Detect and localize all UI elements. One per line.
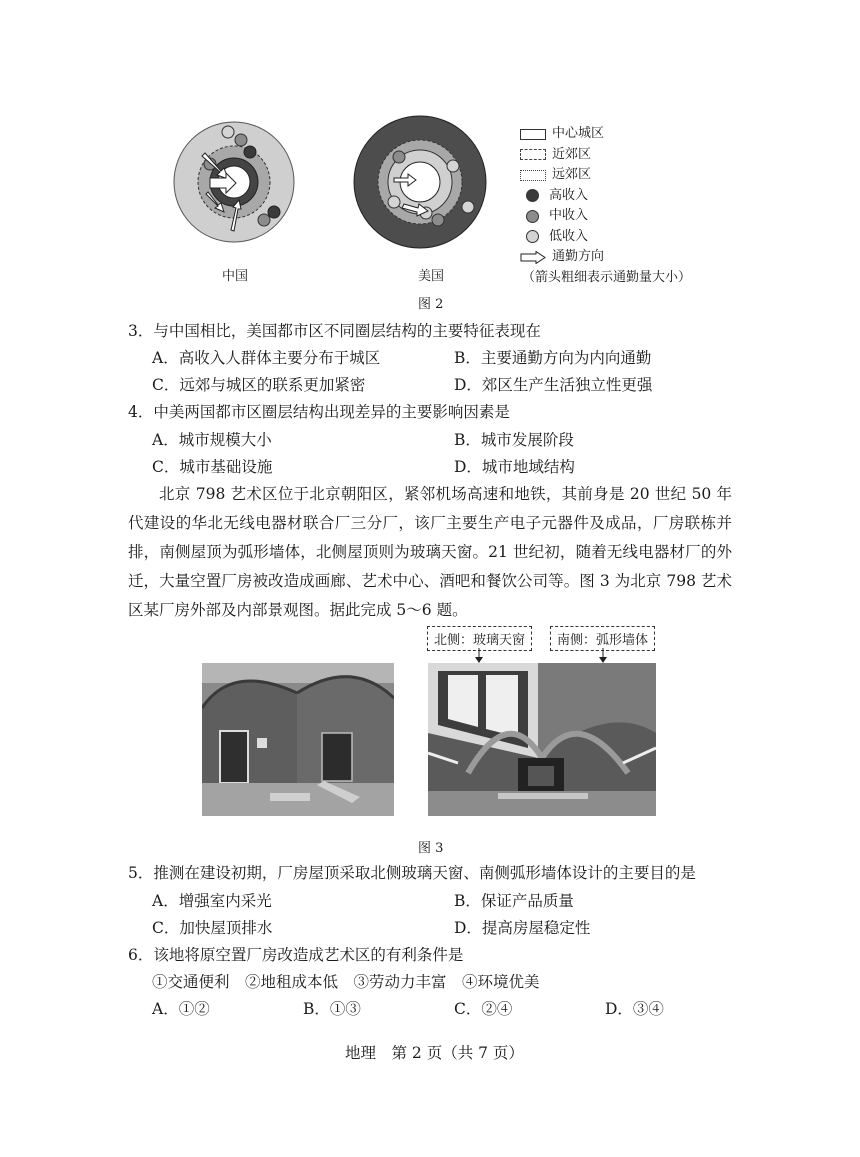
legend-item: 中心城区 [520, 124, 691, 145]
q3-option-b: B．主要通勤方向为内向通勤 [454, 349, 652, 367]
question-5-stem: 5．推测在建设初期，厂房屋顶采取北侧玻璃天窗、南侧弧形墙体设计的主要目的是 [128, 864, 696, 882]
legend-item: 中收入 [520, 206, 691, 227]
usa-label: 美国 [418, 269, 445, 284]
q6-option-a: A．①② [152, 1000, 210, 1018]
q4-option-b: B．城市发展阶段 [454, 431, 574, 449]
q6-option-c: C．②④ [454, 1000, 513, 1018]
china-diagram [174, 122, 294, 242]
legend-item: 高收入 [520, 186, 691, 207]
factory-interior-photo [428, 663, 656, 816]
q5-option-a: A．增强室内采光 [152, 892, 272, 910]
question-4-stem: 4．中美两国都市区圈层结构出现差异的主要影响因素是 [128, 403, 510, 421]
q4-option-a: A．城市规模大小 [152, 431, 272, 449]
legend-item: 通勤方向 [520, 247, 691, 268]
q5-option-c: C．加快屋顶排水 [152, 919, 273, 937]
question-6-stem: 6．该地将原空置厂房改造成艺术区的有利条件是 [128, 946, 464, 964]
light-circle-icon [526, 230, 539, 243]
arrow-icon [520, 251, 546, 264]
q4-option-d: D．城市地域结构 [454, 458, 575, 476]
solid-rect-icon [520, 129, 546, 140]
dotted-rect-icon [520, 170, 546, 181]
tag-north-skylight: 北侧：玻璃天窗 [427, 626, 532, 651]
exterior-drawing [202, 663, 394, 816]
q6-conditions: ①交通便利 ②地租成本低 ③劳动力丰富 ④环境优美 [152, 973, 540, 991]
legend-item: 远郊区 [520, 165, 691, 186]
q4-option-c: C．城市基础设施 [152, 458, 273, 476]
question-3-stem: 3．与中国相比，美国都市区不同圈层结构的主要特征表现在 [128, 322, 541, 340]
q3-option-a: A．高收入人群体主要分布于城区 [152, 349, 381, 367]
figure2-diagrams [168, 112, 508, 262]
dark-circle-icon [526, 189, 539, 202]
q3-option-c: C．远郊与城区的联系更加紧密 [152, 376, 366, 394]
q6-option-b: B．①③ [303, 1000, 361, 1018]
usa-diagram [354, 116, 486, 248]
legend-item: 近郊区 [520, 145, 691, 166]
passage: 北京 798 艺术区位于北京朝阳区，紧邻机场高速和地铁，其前身是 20 世纪 50 年代建设的华北无线电器材联合厂三分厂，该厂主要生产电子元器件及成品，厂房联栋并排，南侧屋顶为弧形墙体，北侧屋顶则为玻璃天窗。21 世纪初，随着无线电器材厂的外迁，大量空置厂房被改造成画廊、艺术中心、酒吧和餐饮公司等。图 3 为北京 798 艺术区某厂房外部及内部景观图。据此完成 5～6 题。 [128, 485, 732, 619]
china-label: 中国 [222, 269, 249, 284]
q5-option-d: D．提高房屋稳定性 [454, 919, 591, 937]
dashed-rect-icon [520, 149, 546, 160]
tag-south-arched-wall: 南侧：弧形墙体 [550, 626, 655, 651]
q5-option-b: B．保证产品质量 [454, 892, 574, 910]
q6-option-d: D．③④ [605, 1000, 664, 1018]
mid-circle-icon [526, 210, 539, 223]
page-footer: 地理 第 2 页（共 7 页） [345, 1044, 524, 1062]
q3-option-d: D．郊区生产生活独立性更强 [454, 376, 653, 394]
figure3-caption: 图 3 [418, 841, 444, 856]
legend-note: （箭头粗细表示通勤量大小） [522, 269, 692, 285]
figure2-legend [520, 124, 691, 288]
interior-drawing [428, 663, 656, 816]
figure2-caption: 图 2 [418, 297, 444, 312]
factory-exterior-photo [202, 663, 394, 816]
legend-item: 低收入 [520, 227, 691, 248]
